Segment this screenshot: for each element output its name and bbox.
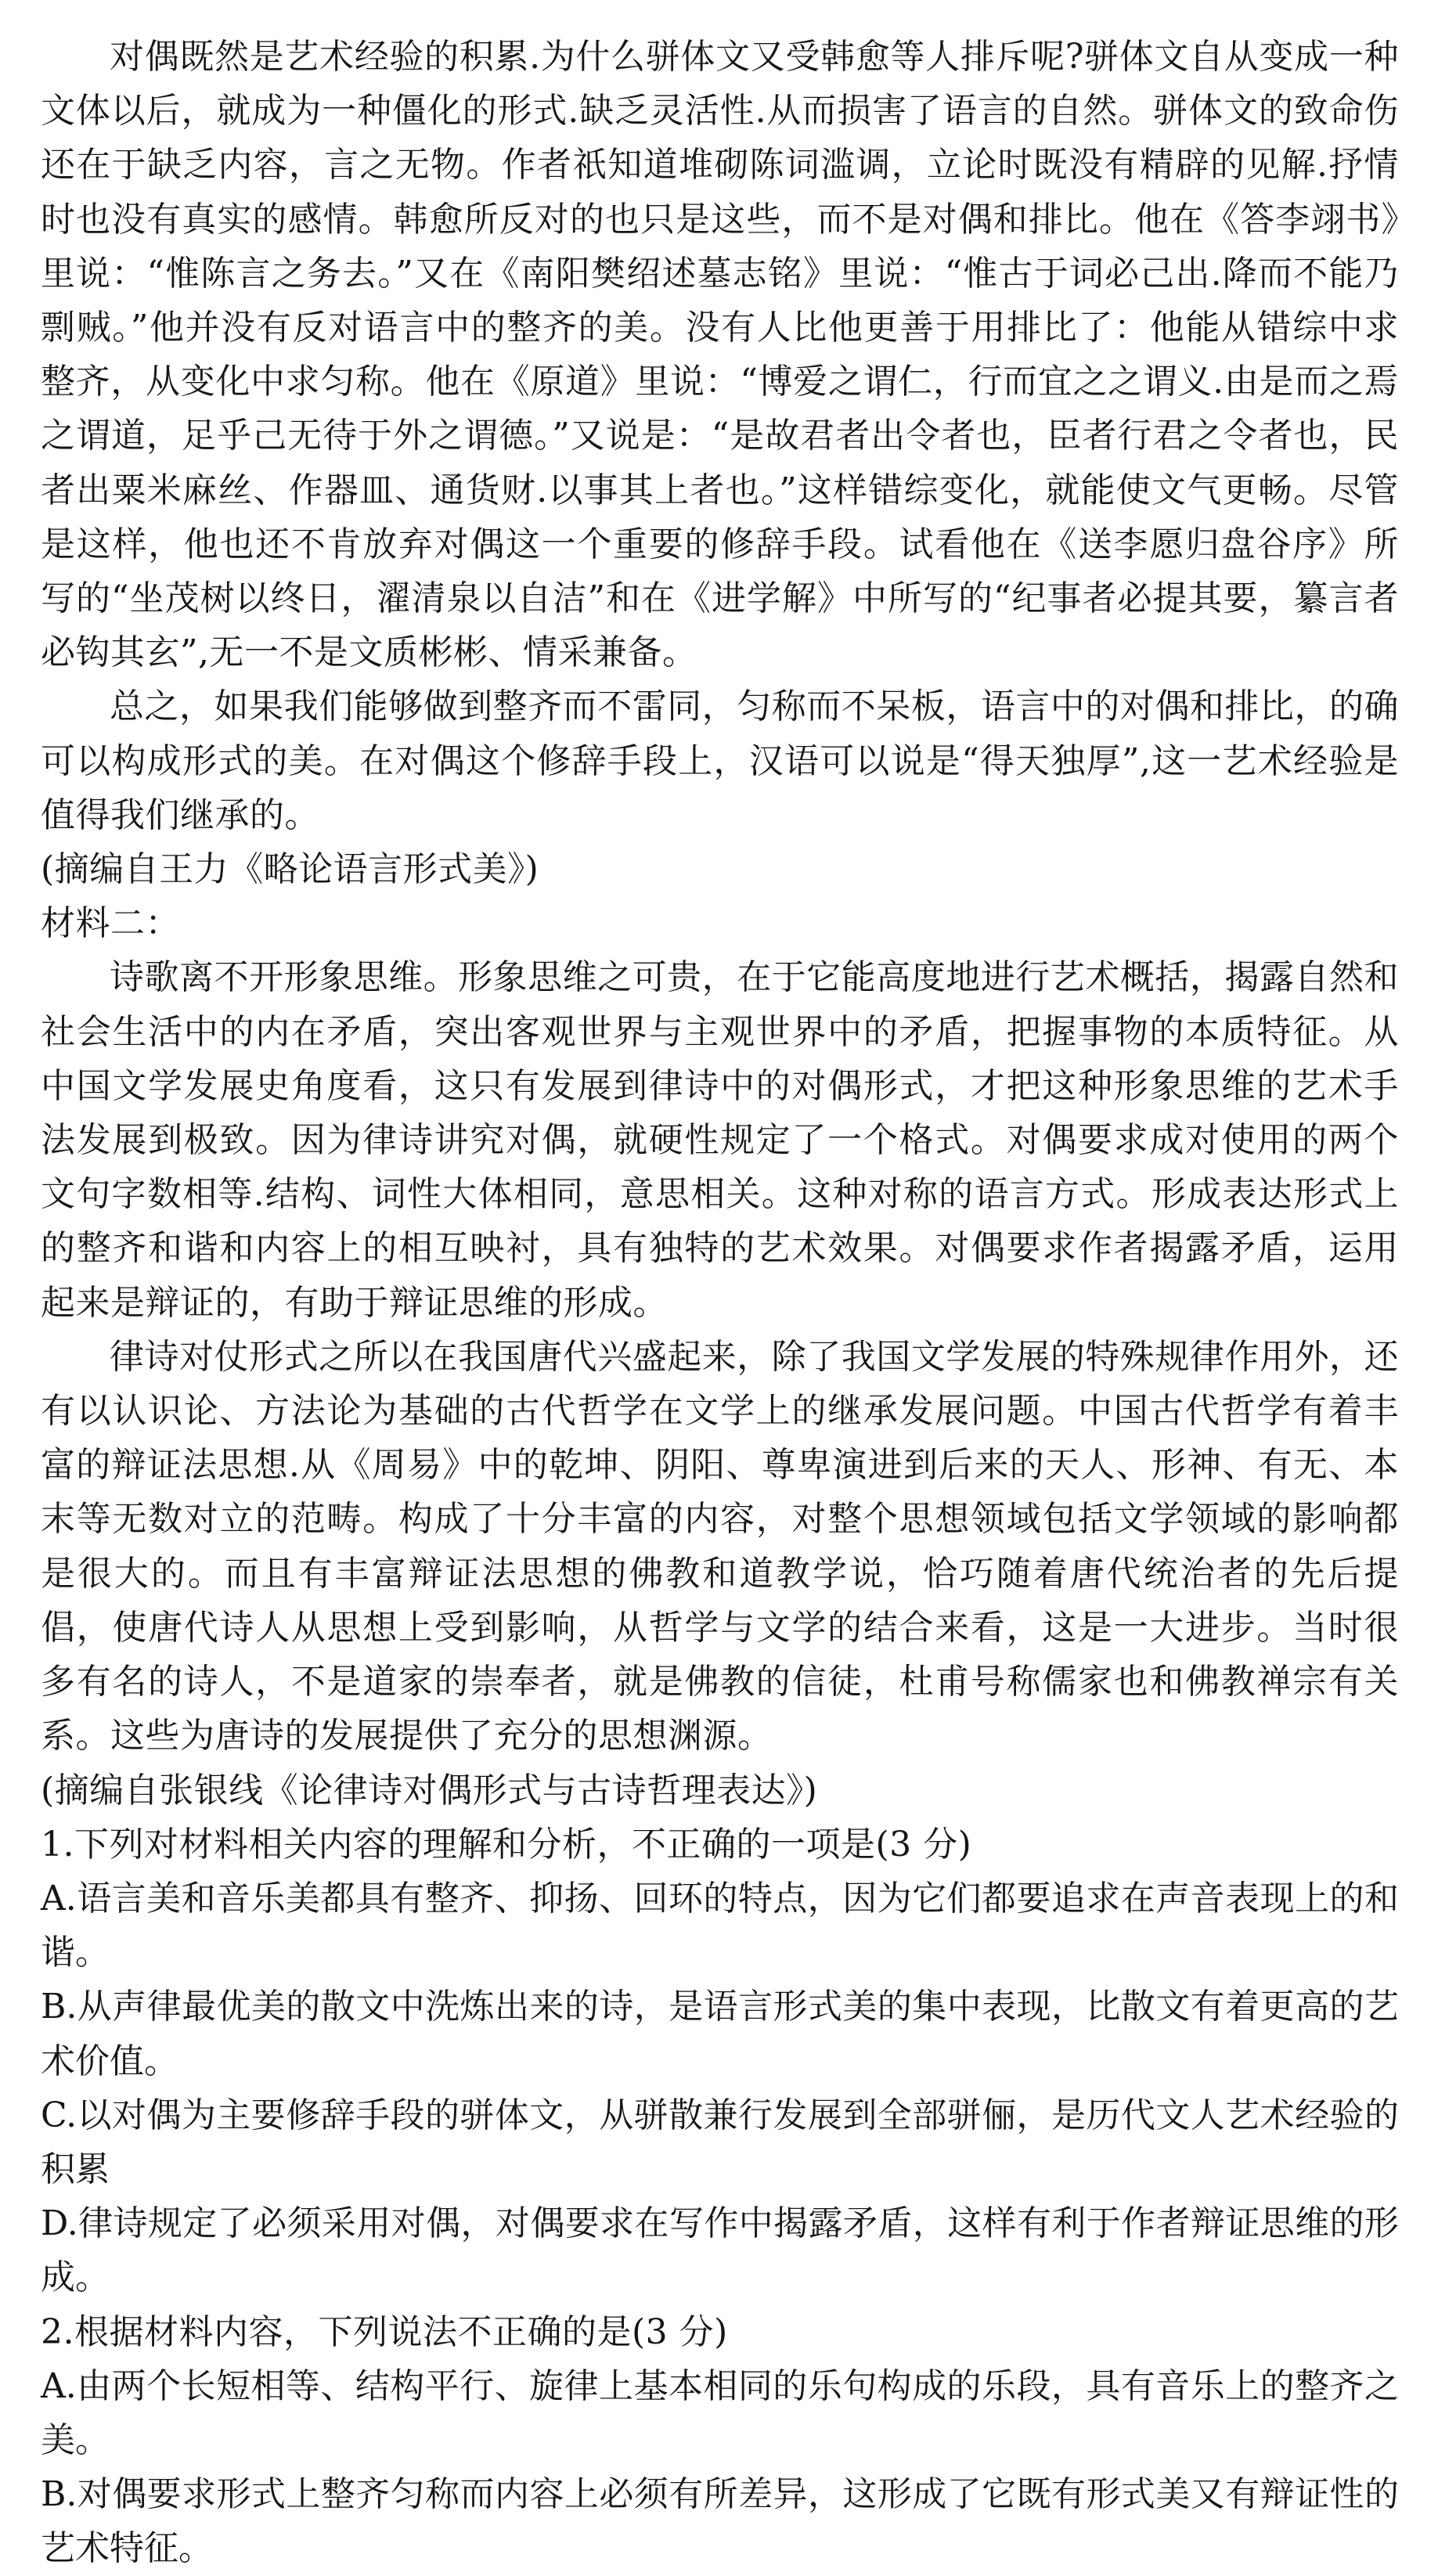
answer-option: C.以对偶为主要修辞手段的骈体文，从骈散兼行发展到全部骈俪，是历代文人艺术经验的积累 <box>41 2095 1399 2189</box>
paragraph: 律诗对仗形式之所以在我国唐代兴盛起来，除了我国文学发展的特殊规律作用外，还有以认识论、方法论为基础的古代哲学在文学上的继承发展问题。中国古代哲学有着丰富的辩证法思想.从《周易》中的乾坤、阴阳、尊卑演进到后来的天人、形神、有无、本末等无数对立的范畴。构成了十分丰富的内容，对整个思想领域包括文学领域的影响都是很大的。而且有丰富辩证法思想的佛教和道教学说，恰巧随着唐代统治者的先后提倡，使唐代诗人从思想上受到影响，从哲学与文学的结合来看，这是一大进步。当时很多有名的诗人，不是道家的崇奉者，就是佛教的信徒，杜甫号称儒家也和佛教禅宗有关系。这些为唐诗的发展提供了充分的思想渊源。 <box>41 1336 1399 1756</box>
paragraph: 对偶既然是艺术经验的积累.为什么骈体文又受韩愈等人排斥呢?骈体文自从变成一种文体以后，就成为一种僵化的形式.缺乏灵活性.从而损害了语言的自然。骈体文的致命伤还在于缺乏内容，言之无物。作者祇知道堆砌陈词滥调，立论时既没有精辟的见解.抒情时也没有真实的感情。韩愈所反对的也只是这些，而不是对偶和排比。他在《答李翊书》里说：“惟陈言之务去。”又在《南阳樊绍述墓志铭》里说：“惟古于词必己出.降而不能乃剽贼。”他并没有反对语言中的整齐的美。没有人比他更善于用排比了：他能从错综中求整齐，从变化中求匀称。他在《原道》里说：“博爱之谓仁，行而宜之之谓义.由是而之焉之谓道，足乎己无待于外之谓德。”又说是：“是故君者出令者也，臣者行君之令者也，民者出粟米麻丝、作器皿、通货财.以事其上者也。”这样错综变化，就能使文气更畅。尽管是这样，他也还不肯放弃对偶这一个重要的修辞手段。试看他在《送李愿归盘谷序》所写的“坐茂树以终日，濯清泉以自洁”和在《进学解》中所写的“纪事者必提其要，纂言者必钩其玄”,无一不是文质彬彬、情采兼备。 <box>41 37 1399 673</box>
answer-option: D.律诗规定了必须采用对偶，对偶要求在写作中揭露矛盾，这样有利于作者辩证思维的形成。 <box>41 2203 1399 2298</box>
answer-option: B.对偶要求形式上整齐匀称而内容上必须有所差异，这形成了它既有形式美又有辩证性的艺术特征。 <box>41 2474 1399 2569</box>
answer-option: B.从声律最优美的散文中洗炼出来的诗，是语言形式美的集中表现，比散文有着更高的艺术价值。 <box>41 1987 1399 2081</box>
answer-option: A.由两个长短相等、结构平行、旋律上基本相同的乐句构成的乐段，具有音乐上的整齐之美。 <box>41 2365 1399 2460</box>
paragraph: 诗歌离不开形象思维。形象思维之可贵，在于它能高度地进行艺术概括，揭露自然和社会生活中的内在矛盾，突出客观世界与主观世界中的矛盾，把握事物的本质特征。从中国文学发展史角度看，这只有发展到律诗中的对偶形式，才把这种形象思维的艺术手法发展到极致。因为律诗讲究对偶，就硬性规定了一个格式。对偶要求成对使用的两个文句字数相等.结构、词性大体相同，意思相关。这种对称的语言方式。形成表达形式上的整齐和谐和内容上的相互映衬，具有独特的艺术效果。对偶要求作者揭露矛盾，运用起来是辩证的，有助于辩证思维的形成。 <box>41 957 1399 1323</box>
answer-option: A.语言美和音乐美都具有整齐、抑扬、回环的特点，因为它们都要追求在声音表现上的和谐。 <box>41 1878 1399 1973</box>
paragraph: 总之，如果我们能够做到整齐而不雷同，匀称而不呆板，语言中的对偶和排比，的确可以构成形式的美。在对偶这个修辞手段上，汉语可以说是“得天独厚”,这一艺术经验是值得我们继承的。 <box>41 686 1399 835</box>
question-stem: 1.下列对材料相关内容的理解和分析，不正确的一项是(3 分) <box>41 1824 972 1864</box>
question-stem: 2.根据材料内容，下列说法不正确的是(3 分) <box>41 2311 728 2352</box>
source-citation: (摘编自王力《略论语言形式美》) <box>41 849 539 890</box>
source-citation: (摘编自张银线《论律诗对偶形式与古诗哲理表达》) <box>41 1770 818 1810</box>
section-label: 材料二： <box>41 903 180 944</box>
document-page <box>41 30 1399 2576</box>
